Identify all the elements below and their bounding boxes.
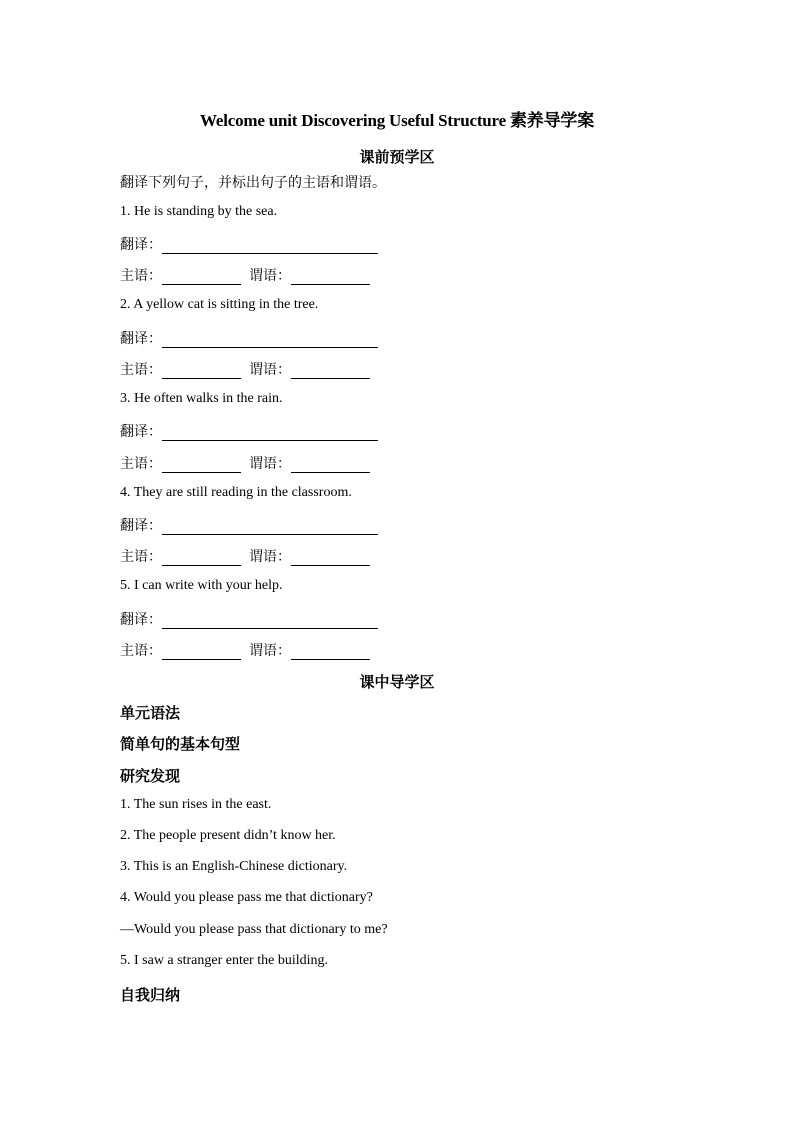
in-class-heading: 课中导学区 xyxy=(359,673,435,691)
subject-predicate-row-2 xyxy=(120,359,370,379)
predicate-label: 谓语： xyxy=(249,362,291,378)
pre-class-heading: 课前预学区 xyxy=(359,148,435,166)
translate-blank-5[interactable] xyxy=(162,614,378,629)
sentence-5: 5. I can write with your help. xyxy=(120,578,283,593)
subject-label: 主语： xyxy=(120,268,162,284)
predicate-blank-4[interactable] xyxy=(291,551,370,566)
example-4: 4. Would you please pass me that dictionary? xyxy=(120,890,373,905)
translate-blank-4[interactable] xyxy=(162,520,378,535)
example-1: 1. The sun rises in the east. xyxy=(120,797,272,812)
subject-predicate-row-1 xyxy=(120,265,370,285)
example-4-alt: —Would you please pass that dictionary to me? xyxy=(120,922,388,937)
subject-blank-3[interactable] xyxy=(162,458,241,473)
translate-row-2 xyxy=(120,328,378,348)
subject-label: 主语： xyxy=(120,456,162,472)
translate-label: 翻译： xyxy=(120,424,162,440)
translate-blank-2[interactable] xyxy=(162,333,378,348)
predicate-blank-2[interactable] xyxy=(291,364,370,379)
translate-blank-1[interactable] xyxy=(162,239,378,254)
predicate-label: 谓语： xyxy=(249,643,291,659)
subject-label: 主语： xyxy=(120,643,162,659)
subject-blank-5[interactable] xyxy=(162,645,241,660)
discover-heading: 研究发现 xyxy=(120,767,181,785)
predicate-label: 谓语： xyxy=(249,549,291,565)
subject-label: 主语： xyxy=(120,549,162,565)
predicate-blank-5[interactable] xyxy=(291,645,370,660)
translate-label: 翻译： xyxy=(120,331,162,347)
predicate-blank-1[interactable] xyxy=(291,270,370,285)
example-2: 2. The people present didn’t know her. xyxy=(120,828,336,843)
page-title: Welcome unit Discovering Useful Structure 素养导学案 xyxy=(200,111,594,130)
example-5: 5. I saw a stranger enter the building. xyxy=(120,953,328,968)
translate-blank-3[interactable] xyxy=(162,426,378,441)
example-3: 3. This is an English-Chinese dictionary. xyxy=(120,859,348,874)
translate-row-5 xyxy=(120,609,378,629)
subject-blank-2[interactable] xyxy=(162,364,241,379)
translate-label: 翻译： xyxy=(120,518,162,534)
translate-row-1 xyxy=(120,234,378,254)
sentence-3: 3. He often walks in the rain. xyxy=(120,391,283,406)
subject-blank-4[interactable] xyxy=(162,551,241,566)
predicate-label: 谓语： xyxy=(249,456,291,472)
subject-label: 主语： xyxy=(120,362,162,378)
subject-predicate-row-4 xyxy=(120,546,370,566)
sentence-4: 4. They are still reading in the classroom. xyxy=(120,485,352,500)
topic-heading: 简单句的基本句型 xyxy=(120,735,241,753)
predicate-label: 谓语： xyxy=(249,268,291,284)
summary-heading: 自我归纳 xyxy=(120,986,181,1004)
unit-grammar-heading: 单元语法 xyxy=(120,704,181,722)
translate-row-4 xyxy=(120,515,378,535)
sentence-2: 2. A yellow cat is sitting in the tree. xyxy=(120,297,319,312)
translate-label: 翻译： xyxy=(120,612,162,628)
subject-predicate-row-3 xyxy=(120,453,370,473)
instruction-text: 翻译下列句子，并标出句子的主语和谓语。 xyxy=(120,175,386,191)
subject-predicate-row-5 xyxy=(120,640,370,660)
predicate-blank-3[interactable] xyxy=(291,458,370,473)
sentence-1: 1. He is standing by the sea. xyxy=(120,204,278,219)
translate-row-3 xyxy=(120,421,378,441)
translate-label: 翻译： xyxy=(120,237,162,253)
subject-blank-1[interactable] xyxy=(162,270,241,285)
